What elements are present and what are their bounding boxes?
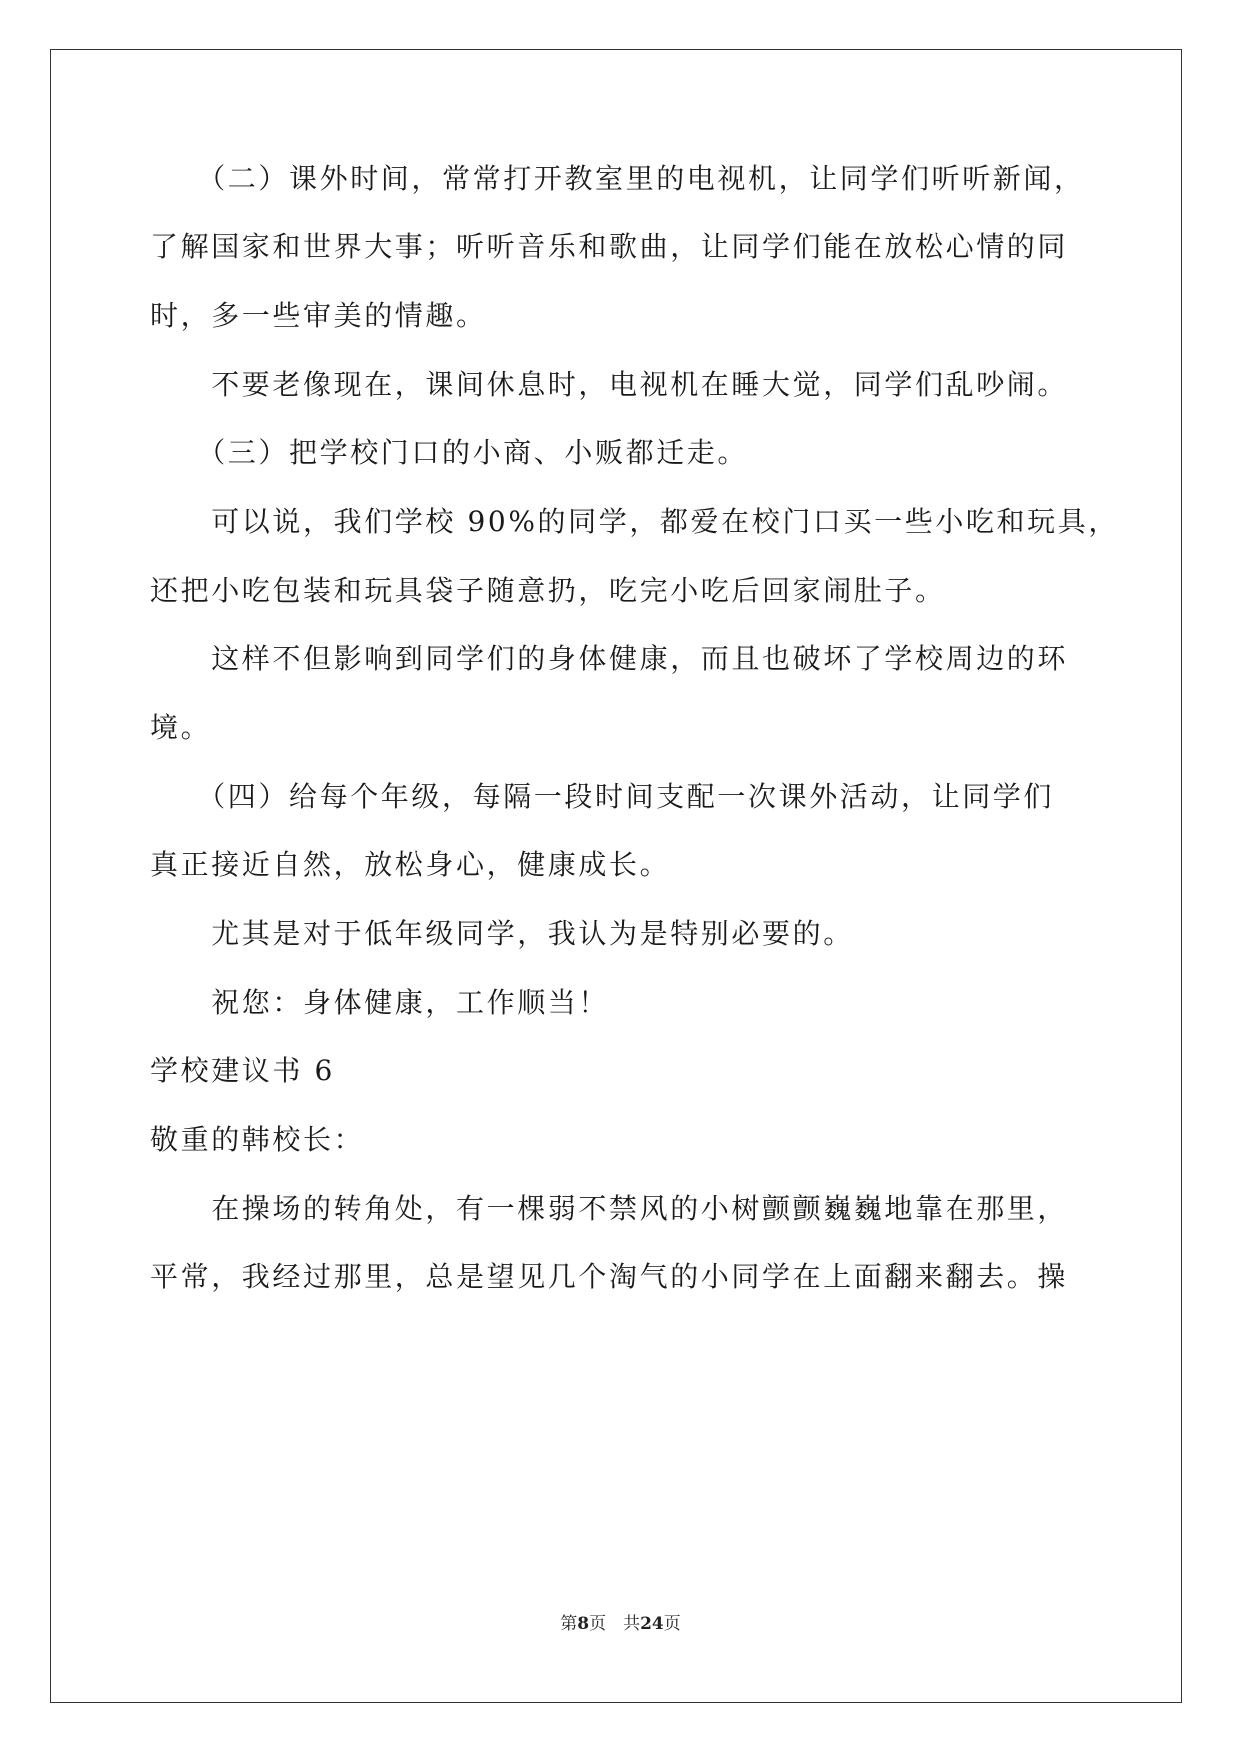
text-line: 尤其是对于低年级同学，我认为是特别必要的。 [150, 917, 854, 950]
text-line: 时，多一些审美的情趣。 [150, 299, 487, 332]
text-line: 祝您：身体健康，工作顺当！ [150, 986, 610, 1019]
footer-middle: 页 共 [589, 1614, 641, 1634]
salutation: 敬重的韩校长： [150, 1123, 365, 1156]
text-line: 还把小吃包装和玩具袋子随意扔，吃完小吃后回家闹肚子。 [150, 574, 946, 607]
text-line: 了解国家和世界大事；听听音乐和歌曲，让同学们能在放松心情的同 [150, 230, 1069, 263]
text-line: （三）把学校门口的小商、小贩都迁走。 [150, 436, 749, 469]
section-heading: 学校建议书 6 [150, 1054, 335, 1087]
text-line: 可以说，我们学校 90%的同学，都爱在校门口买一些小吃和玩具， [150, 505, 1119, 538]
text-line: （四）给每个年级，每隔一段时间支配一次课外活动，让同学们 [150, 780, 1055, 813]
text-line: 不要老像现在，课间休息时，电视机在睡大觉，同学们乱吵闹。 [150, 368, 1069, 401]
footer-suffix: 页 [663, 1614, 681, 1634]
footer-prefix: 第 [560, 1614, 578, 1634]
current-page-number: 8 [577, 1614, 590, 1634]
text-line: 这样不但影响到同学们的身体健康，而且也破坏了学校周边的环 [150, 642, 1069, 675]
text-line: （二）课外时间，常常打开教室里的电视机，让同学们听听新闻， [150, 162, 1085, 195]
text-line: 平常，我经过那里，总是望见几个淘气的小同学在上面翻来翻去。操 [150, 1260, 1069, 1293]
text-line: 在操场的转角处，有一棵弱不禁风的小树颤颤巍巍地靠在那里， [150, 1192, 1069, 1225]
text-line: 境。 [150, 711, 212, 744]
page-footer [0, 1609, 1241, 1634]
text-line: 真正接近自然，放松身心，健康成长。 [150, 848, 671, 881]
total-pages-number: 24 [640, 1614, 664, 1634]
